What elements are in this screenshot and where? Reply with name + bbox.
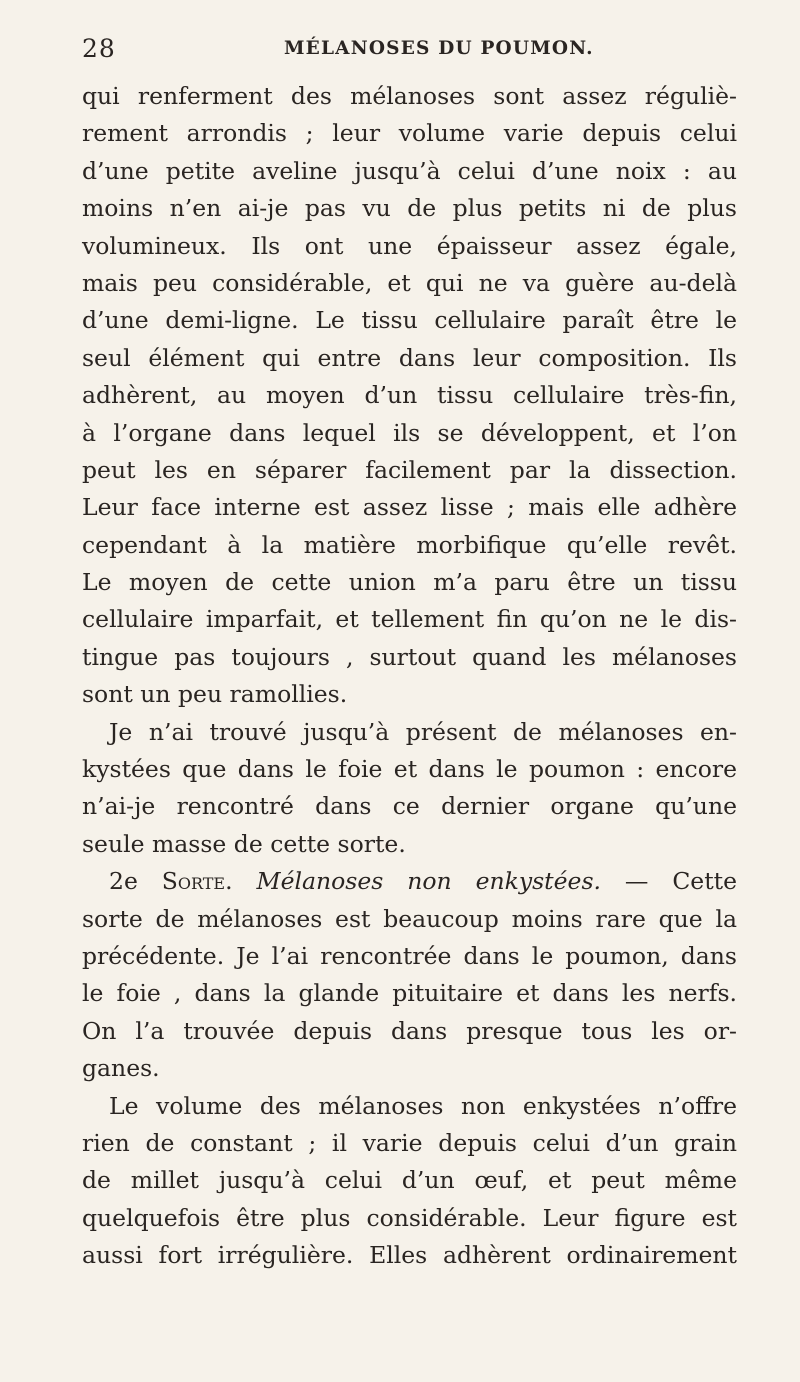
- text-line: Le moyen de cette union m’a paru être un tissu: [82, 568, 737, 597]
- text-line: sont un peu ramollies.: [82, 680, 348, 709]
- text-line: rement arrondis ; leur volume varie depuis celui: [82, 119, 737, 148]
- text-line: Leur face interne est assez lisse ; mais elle adhère: [82, 493, 737, 522]
- text-line: précédente. Je l’ai rencontrée dans le poumon, dans: [82, 941, 737, 970]
- text-line: peut les en séparer facilement par la dissection.: [82, 455, 737, 484]
- section-number: 2e: [109, 867, 162, 896]
- text-line: à l’organe dans lequel ils se développent, et l’on: [82, 418, 737, 447]
- text-line: d’une demi-ligne. Le tissu cellulaire paraît être le: [82, 306, 737, 335]
- text-line: sorte de mélanoses est beaucoup moins rare que la: [82, 904, 737, 933]
- text-line: quelquefois être plus considérable. Leur figure est: [82, 1203, 737, 1232]
- paragraph-start-line: Je n’ai trouvé jusqu’à présent de mélanoses en-: [109, 717, 737, 746]
- text-line: ganes.: [82, 1054, 160, 1083]
- page-number: 28: [82, 34, 116, 63]
- text-line: seul élément qui entre dans leur composition. Ils: [82, 343, 737, 372]
- text-line: On l’a trouvée depuis dans presque tous les or-: [82, 1016, 737, 1045]
- text-line: cellulaire imparfait, et tellement fin qu’on ne le dis-: [82, 605, 737, 634]
- body-text: [82, 78, 737, 1275]
- text-line: seule masse de cette sorte.: [82, 829, 406, 858]
- text-line: rien de constant ; il varie depuis celui d’un grain: [82, 1128, 737, 1157]
- section-heading-text: — Cette: [600, 867, 737, 896]
- text-line: mais peu considérable, et qui ne va guère au-delà: [82, 268, 737, 297]
- text-line: qui renferment des mélanoses sont assez réguliè-: [82, 82, 737, 110]
- paragraph-start-line: Le volume des mélanoses non enkystées n’offre: [109, 1091, 737, 1120]
- running-head: [82, 34, 732, 70]
- section-heading-line: [82, 863, 737, 900]
- section-title: Mélanoses non enkystées.: [232, 867, 601, 896]
- text-line: aussi fort irrégulière. Elles adhèrent ordinairement: [82, 1241, 737, 1270]
- running-title: MÉLANOSES DU POUMON.: [284, 38, 594, 59]
- text-line: volumineux. Ils ont une épaisseur assez égale,: [82, 231, 737, 260]
- text-line: le foie , dans la glande pituitaire et dans les nerfs.: [82, 979, 737, 1008]
- text-line: n’ai-je rencontré dans ce dernier organe qu’une: [82, 792, 737, 821]
- section-label: Sorte.: [161, 867, 233, 896]
- text-line: d’une petite aveline jusqu’à celui d’une noix : au: [82, 156, 737, 185]
- text-line: cependant à la matière morbifique qu’elle revêt.: [82, 530, 737, 559]
- text-line: moins n’en ai-je pas vu de plus petits ni de plus: [82, 194, 737, 223]
- text-line: adhèrent, au moyen d’un tissu cellulaire très-fin,: [82, 381, 737, 410]
- text-line: kystées que dans le foie et dans le poumon : encore: [82, 755, 737, 784]
- text-line: tingue pas toujours , surtout quand les mélanoses: [82, 642, 737, 671]
- text-line: de millet jusqu’à celui d’un œuf, et peut même: [82, 1166, 737, 1195]
